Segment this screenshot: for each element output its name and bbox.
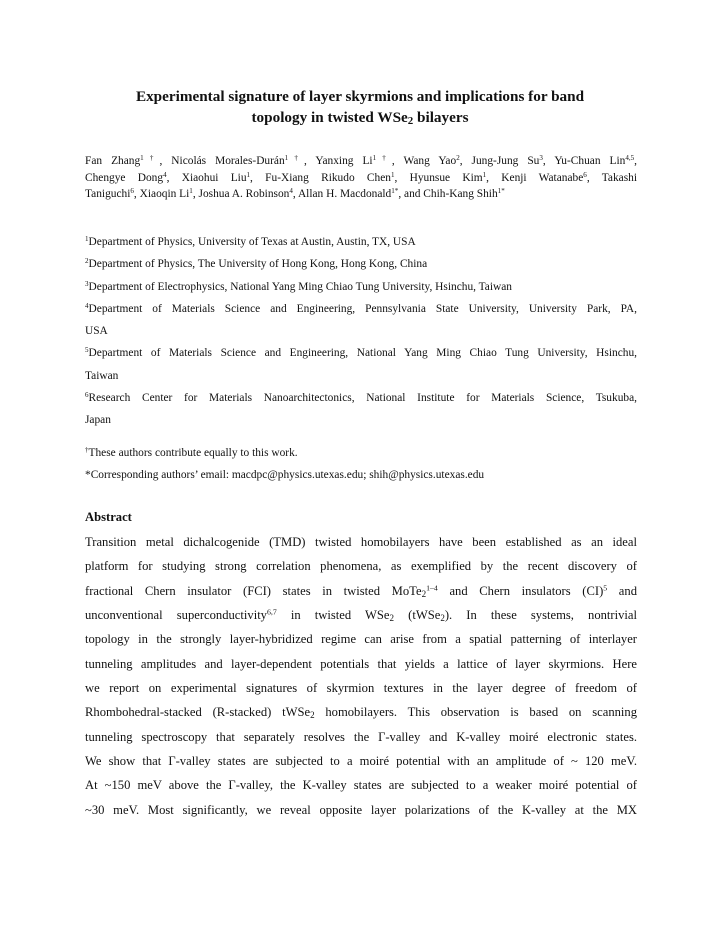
affiliation-4: $^4$Department of Materials Science and Engineering, Pennsylvania State University, University Park, PA, [85, 302, 637, 315]
affiliation-6: $^6$Research Center for Materials Nanoarchitectonics, National Institute for Materials Science, Tsukuba, [85, 391, 637, 405]
author-name: , [634, 155, 637, 167]
author-notes [85, 442, 637, 487]
abstract-line: ~30 meV. Most significantly, we reveal opposite layer polarizations of the K-valley at the MX [85, 802, 637, 817]
affiliation-3: $^3$Department of Electrophysics, National Yang Ming Chiao Tung University, Hsinchu, Taiwan [85, 279, 512, 293]
author-name: Chengye Dong [85, 171, 164, 184]
author-name: , Jung-Jung Su [459, 155, 540, 167]
author-name: Fan Zhang [85, 155, 141, 167]
author-name: , Joshua A. Robinson [192, 188, 290, 200]
affiliation-marker: 3 [539, 154, 543, 163]
affiliation-marker: 1 [189, 187, 193, 196]
affiliations [85, 231, 637, 432]
abstract-line: At ~150 meV above the Γ-valley, the K-valley states are subjected to a weaker moiré potential of [85, 778, 637, 793]
abstract-heading: Abstract [85, 510, 132, 524]
affiliation-marker: 4 [289, 187, 293, 196]
affiliation-4-cont: USA [85, 325, 108, 338]
paper-title [84, 86, 636, 128]
abstract-line: topology in the strongly layer-hybridized regime can arise from a spatial patterning of interlayer [85, 632, 637, 647]
author-line [85, 153, 637, 170]
author-name: , Fu-Xiang Rikudo Chen [250, 171, 391, 184]
author-name: , Kenji Watanabe [486, 171, 584, 184]
author-name: , Allan H. Macdonald [292, 188, 392, 200]
author-name: , Xiaoqin Li [133, 188, 190, 200]
affiliation-1: $^1$Department of Physics, University of Texas at Austin, Austin, TX, USA [85, 235, 416, 248]
author-name: , Nicolás Morales-Durán [159, 155, 285, 167]
affiliation-marker: 1 [390, 170, 395, 179]
affiliation-6-cont: Japan [85, 414, 111, 427]
affiliation-marker: 1 [246, 170, 251, 179]
abstract-line: platform for studying strong correlation phenomena, as exemplified by the recent discovery of [85, 559, 637, 574]
title-line-1: Experimental signature of layer skyrmions and implications for band [135, 88, 585, 105]
affiliation-5: $^5$Department of Materials Science and Engineering, National Yang Ming Chiao Tung University, Hsinchu, [85, 346, 637, 360]
author-list [85, 153, 637, 203]
abstract-line: Rhombohedral-stacked (R-stacked) tWSe$_2$ homobilayers. This observation is based on scanning [85, 705, 638, 721]
affiliation-marker: 6 [583, 170, 587, 179]
affiliation-marker: 1† [372, 154, 392, 163]
author-line [85, 170, 637, 187]
affiliation-2: $^2$Department of Physics, The University of Hong Kong, Hong Kong, China [85, 257, 428, 271]
affiliation-marker: 4 [163, 170, 167, 179]
corresponding-email-note: *Corresponding authors’ email: macdpc@physics.utexas.edu; shih@physics.utexas.edu [85, 469, 485, 482]
author-name: , Yu-Chuan Lin [542, 155, 626, 167]
author-name: , Hyunsue Kim [394, 171, 483, 184]
affiliation-marker: 1* [497, 187, 505, 196]
author-line [85, 186, 637, 203]
author-name: Taniguchi [85, 188, 131, 200]
equal-contribution-note: †These authors contribute equally to this work. [85, 446, 298, 459]
affiliation-marker: 1† [140, 154, 160, 163]
author-name: , Takashi [586, 171, 637, 184]
abstract-line: tunneling amplitudes and layer-dependent potentials that yields a lattice of layer skyrmions. Here [85, 656, 637, 671]
affiliation-marker: 1 [482, 170, 487, 179]
abstract-line: We show that Γ-valley states are subjected to a moiré potential with an amplitude of ~ 120 meV. [85, 754, 637, 769]
author-name: , Xiaohui Liu [166, 171, 247, 184]
affiliation-marker: 6 [130, 187, 134, 196]
affiliation-5-cont: Taiwan [85, 369, 119, 382]
affiliation-marker: 2 [456, 154, 460, 163]
author-name: , and Chih-Kang Shih [398, 188, 498, 200]
affiliation-marker: 1† [284, 154, 304, 163]
title-line-2: topology in twisted WSe$_2$ bilayers [251, 109, 469, 128]
abstract-body [85, 530, 637, 822]
author-name: , Wang Yao [391, 155, 457, 167]
affiliation-marker: 4,5 [625, 154, 635, 163]
abstract-line: unconventional superconductivity$^{6,7}$ in twisted WSe$_2$ (tWSe$_2$). In these systems, nontrivial [85, 607, 638, 623]
abstract-line: Transition metal dichalcogenide (TMD) twisted homobilayers have been established as an ideal [85, 535, 637, 549]
abstract-line: fractional Chern insulator (FCI) states in twisted MoTe$_2^{1-4}$ and Chern insulators (CI)$^5$ and [85, 583, 637, 599]
abstract-line: we report on experimental signatures of skyrmion textures in the layer degree of freedom of [85, 681, 637, 696]
abstract-line: tunneling spectroscopy that separately resolves the Γ-valley and K-valley moiré electronic states. [85, 729, 637, 744]
author-name: , Yanxing Li [303, 155, 373, 167]
affiliation-marker: 1* [391, 187, 399, 196]
